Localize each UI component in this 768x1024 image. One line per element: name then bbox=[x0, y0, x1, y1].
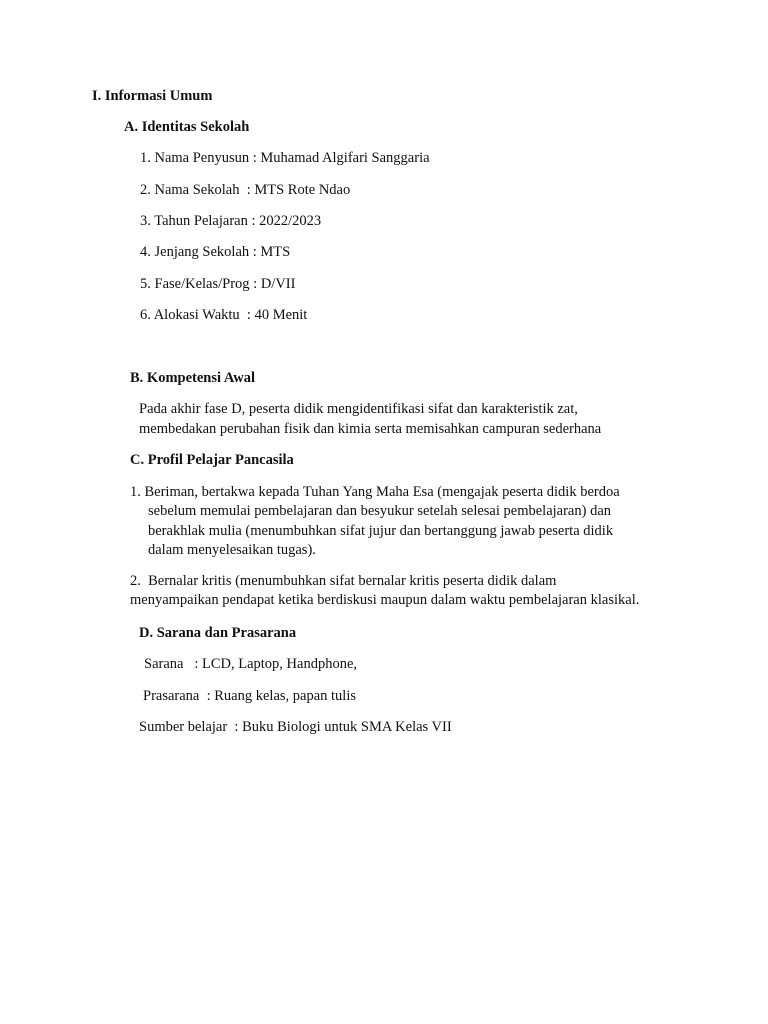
profil-heading: C. Profil Pelajar Pancasila bbox=[130, 452, 294, 468]
sarana-heading: D. Sarana dan Prasarana bbox=[139, 625, 297, 641]
identitas-item-fase-kelas: 5. Fase/Kelas/Prog : D/VII bbox=[140, 276, 296, 292]
profil-item-1-line: 1. Beriman, bertakwa kepada Tuhan Yang Maha Esa (mengajak peserta didik berdoa bbox=[130, 484, 620, 500]
sarana-line: Sarana : LCD, Laptop, Handphone, bbox=[144, 656, 358, 672]
identitas-item-jenjang-sekolah: 4. Jenjang Sekolah : MTS bbox=[140, 244, 291, 260]
identitas-item-alokasi-waktu: 6. Alokasi Waktu : 40 Menit bbox=[140, 307, 308, 323]
sumber-belajar-line: Sumber belajar : Buku Biologi untuk SMA Kelas VII bbox=[139, 719, 452, 735]
kompetensi-text-line: membedakan perubahan fisik dan kimia serta memisahkan campuran sederhana bbox=[139, 421, 602, 437]
profil-item-1-line: dalam menyelesaikan tugas). bbox=[148, 542, 316, 558]
profil-item-2-line: menyampaikan pendapat ketika berdiskusi maupun dalam waktu pembelajaran klasikal. bbox=[130, 592, 640, 608]
kompetensi-text-line: Pada akhir fase D, peserta didik mengidentifikasi sifat dan karakteristik zat, bbox=[139, 401, 578, 417]
kompetensi-heading: B. Kompetensi Awal bbox=[130, 370, 255, 386]
profil-item-1-line: sebelum memulai pembelajaran dan besyukur setelah selesai pembelajaran) dan bbox=[148, 503, 612, 519]
identitas-heading: A. Identitas Sekolah bbox=[124, 119, 250, 135]
identitas-item-tahun-pelajaran: 3. Tahun Pelajaran : 2022/2023 bbox=[140, 213, 322, 229]
section-title: I. Informasi Umum bbox=[92, 88, 213, 104]
identitas-item-nama-penyusun: 1. Nama Penyusun : Muhamad Algifari Sanggaria bbox=[140, 150, 430, 166]
profil-item-1-line: berakhlak mulia (menumbuhkan sifat jujur dan bertanggung jawab peserta didik bbox=[148, 523, 614, 539]
prasarana-line: Prasarana : Ruang kelas, papan tulis bbox=[143, 688, 357, 704]
profil-item-2-line: 2. Bernalar kritis (menumbuhkan sifat bernalar kritis peserta didik dalam bbox=[130, 573, 557, 589]
identitas-item-nama-sekolah: 2. Nama Sekolah : MTS Rote Ndao bbox=[140, 182, 351, 198]
